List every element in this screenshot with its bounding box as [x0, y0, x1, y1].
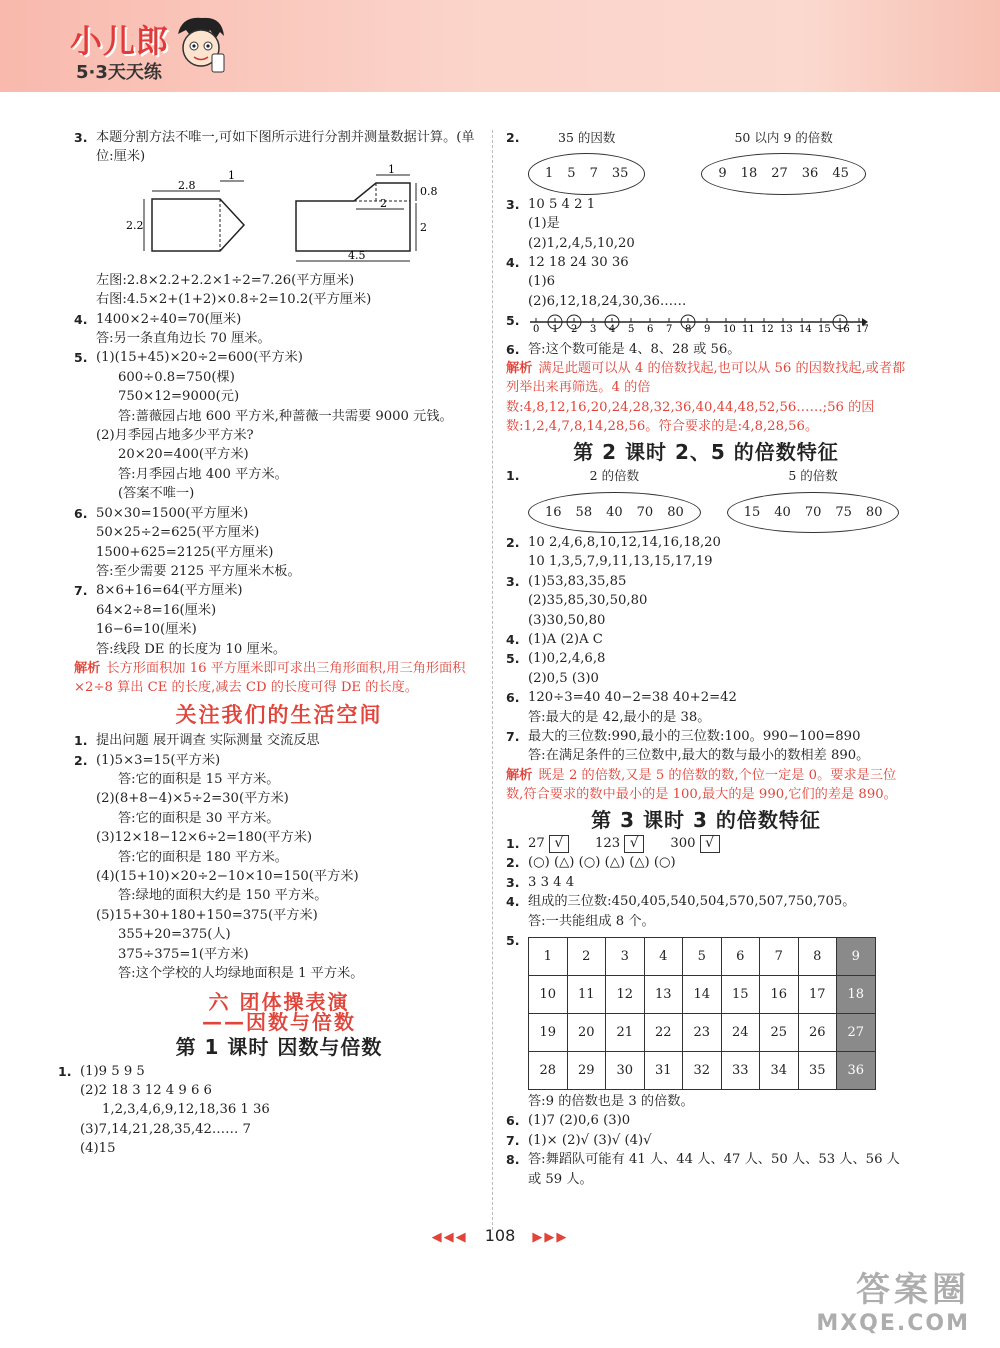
unit-title: 六 团体操表演	[208, 990, 350, 1015]
lesson2-q5: 5. (1)0,2,4,6,8 (2)0,5 (3)0	[506, 651, 606, 686]
tick-label: 7	[666, 324, 673, 336]
grid-cell: 15	[721, 976, 760, 1014]
lesson3-q1: 1. 27 √ 123 √ 300 √	[506, 834, 906, 853]
fig-label: 1	[388, 162, 395, 176]
grid-cell: 9	[837, 938, 876, 976]
tick-label: 13	[780, 324, 793, 336]
number-line	[528, 311, 869, 336]
lesson2-q2: 2. 10 2,4,6,8,10,12,14,16,18,20 10 1,3,5,7,9,11,13,15,17,19	[506, 534, 721, 570]
tick-label: 16	[837, 324, 850, 336]
tick-label: 3	[590, 324, 597, 336]
question-5: 5. (1)(15+45)×20÷2=600(平方米) 600÷0.8=750(棵) 750×12=9000(元) 答:蔷薇园占地 600 平方米,种蔷薇一共需要 9000 元钱。 (2)月季园占地多少平方米? 20×20=400(平方米) 答:月季园占地 400 平方米。 (答案不唯一)	[74, 350, 453, 502]
grid-cell: 11	[567, 976, 606, 1014]
grid-cell: 5	[683, 938, 722, 976]
tick-label: 11	[742, 324, 755, 336]
grid-cell: 2	[567, 938, 606, 976]
tick-label: 17	[856, 324, 869, 336]
lesson2-q3: 3. (1)53,83,35,85 (2)35,85,30,50,80 (3)30,50,80	[506, 573, 648, 628]
grid-cell: 35	[798, 1052, 837, 1090]
lesson2-q1: 1. 2 的倍数 16 58 40 70 80 5 的倍数 15 40 70 75 80	[506, 466, 906, 533]
lesson3-q3: 3. 3 3 4 4	[506, 874, 575, 890]
oval-multiples-5: 5 的倍数 15 40 70 75 80	[727, 466, 900, 533]
tick-label: 0	[533, 324, 540, 336]
check-box: √	[700, 835, 720, 853]
brand-name: 小儿郎	[70, 22, 170, 60]
lesson-3-title: 第 3 课时 3 的倍数特征	[591, 807, 821, 832]
analysis-q7: 解析 长方形面积加 16 平方厘米即可求出三角形面积,用三角形面积×2÷8 算出 CE 的长度,减去 CD 的长度可得 DE 的长度。	[74, 660, 466, 696]
tick-label: 4	[609, 324, 616, 336]
grid-cell: 27	[837, 1014, 876, 1052]
page-footer	[0, 1226, 1000, 1245]
oval-multiples-9: 50 以内 9 的倍数 9 18 27 36 45	[701, 128, 865, 195]
right-question-2: 2. 35 的因数 1 5 7 35 50 以内 9 的倍数 9 18 27 36 45	[506, 128, 906, 195]
left-column	[58, 128, 484, 1159]
lesson2-q6: 6. 120÷3=40 40−2=38 40+2=42 答:最大的是 42,最小的是 38。	[506, 690, 737, 725]
grid-cell: 30	[606, 1052, 645, 1090]
right-column	[506, 128, 906, 1189]
right-question-4: 4. 12 18 24 30 36 (1)6 (2)6,12,18,24,30,36……	[506, 255, 687, 309]
page-number: 108	[484, 1226, 516, 1245]
grid-cell: 34	[760, 1052, 799, 1090]
grid-cell: 3	[606, 938, 645, 976]
tick-label: 2	[571, 324, 578, 336]
oval-multiples-2: 2 的倍数 16 58 40 70 80	[528, 466, 701, 533]
lesson3-q8: 8. 答:舞蹈队可能有 41 人、44 人、47 人、50 人、53 人、56 人或 59 人。	[506, 1152, 900, 1187]
next-arrows-icon: ▶▶▶	[532, 1230, 569, 1245]
tick-label: 12	[761, 324, 774, 336]
grid-cell: 21	[606, 1014, 645, 1052]
number-grid	[528, 937, 876, 1090]
analysis-l2q7: 解析 既是 2 的倍数,又是 5 的倍数的数,个位一定是 0。要求是三位数,符合要求的数中最小的是 100,最大的是 990,它们的差是 890。	[506, 767, 897, 803]
q3-line2: 右图:4.5×2+(1+2)×0.8÷2=10.2(平方厘米)	[96, 292, 372, 308]
grid-cell: 8	[798, 938, 837, 976]
fig-label: 2	[420, 220, 427, 234]
tick-label: 8	[685, 324, 692, 336]
grid-cell: 10	[529, 976, 568, 1014]
lesson-2-title: 第 2 课时 2、5 的倍数特征	[573, 439, 839, 464]
grid-cell: 22	[644, 1014, 683, 1052]
watermark: 答案圈 MXQE.COM	[816, 1270, 970, 1336]
section-title: 关注我们的生活空间	[175, 702, 383, 727]
lesson3-q5: 5. 1 2 3 4 5 6 7 8 9 10 11 12 13 14 15 16 17 18 19 20 21 22 23 24 25 26 27 28 29 30 31 32 33 34 35 36 答:9 的倍数也是 3 的倍数。	[506, 931, 906, 1111]
tick-label: 15	[818, 324, 831, 336]
unit-subtitle: ——因数与倍数	[202, 1009, 356, 1034]
grid-cell: 18	[837, 976, 876, 1014]
grid-cell: 24	[721, 1014, 760, 1052]
question-3: 3. 本题分割方法不唯一,可如下图所示进行分割并测量数据计算。(单位:厘米)	[74, 130, 475, 165]
grid-cell: 23	[683, 1014, 722, 1052]
grid-cell: 16	[760, 976, 799, 1014]
prev-arrows-icon: ◀◀◀	[431, 1230, 468, 1245]
grid-cell: 26	[798, 1014, 837, 1052]
grid-cell: 1	[529, 938, 568, 976]
figure-shapes	[126, 162, 456, 271]
fig-label: 4.5	[348, 248, 366, 262]
lesson2-q7: 7. 最大的三位数:990,最小的三位数:100。990−100=890 答:在满足条件的三位数中,最大的数与最小的数相差 890。	[506, 728, 870, 764]
check-box: √	[549, 835, 569, 853]
grid-cell: 4	[644, 938, 683, 976]
fig-label: 2	[380, 196, 387, 210]
tick-label: 6	[647, 324, 654, 336]
tick-label: 5	[628, 324, 635, 336]
grid-cell: 6	[721, 938, 760, 976]
grid-cell: 14	[683, 976, 722, 1014]
lesson1-q1: 1. (1)9 5 9 5 (2)2 18 3 12 4 9 6 6 1,2,3,4,6,9,12,18,36 1 36 (3)7,14,21,28,35,42…… 7 (4)15	[58, 1063, 270, 1157]
grid-cell: 31	[644, 1052, 683, 1090]
oval-factors-35: 35 的因数 1 5 7 35	[528, 128, 645, 195]
grid-cell: 36	[837, 1052, 876, 1090]
fig-label: 0.8	[420, 184, 438, 198]
lesson3-q4: 4. 组成的三位数:450,405,540,504,570,507,750,705。 答:一共能组成 8 个。	[506, 894, 856, 929]
grid-cell: 32	[683, 1052, 722, 1090]
grid-cell: 20	[567, 1014, 606, 1052]
tick-label: 10	[723, 324, 736, 336]
question-7: 7. 8×6+16=64(平方厘米) 64×2÷8=16(厘米) 16−6=10(厘米) 答:线段 DE 的长度为 10 厘米。	[74, 583, 287, 657]
grid-cell: 13	[644, 976, 683, 1014]
tick-label: 1	[552, 324, 559, 336]
lesson3-q6: 6. (1)7 (2)0,6 (3)0	[506, 1113, 631, 1129]
check-box: √	[624, 835, 644, 853]
grid-cell: 19	[529, 1014, 568, 1052]
column-divider	[492, 130, 493, 1230]
series-name: 5·3天天练	[76, 62, 162, 83]
lesson3-q2: 2. (○) (△) (○) (△) (△) (○)	[506, 855, 676, 871]
right-question-6: 6. 答:这个数可能是 4、8、28 或 56。	[506, 341, 741, 357]
question-4: 4. 1400×2÷40=70(厘米) 答:另一条直角边长 70 厘米。	[74, 311, 271, 347]
grid-cell: 7	[760, 938, 799, 976]
fig-label: 2.2	[126, 218, 144, 232]
grid-cell: 33	[721, 1052, 760, 1090]
logo	[58, 16, 188, 82]
question-6: 6. 50×30=1500(平方厘米) 50×25÷2=625(平方厘米) 1500+625=2125(平方厘米) 答:至少需要 2125 平方厘米木板。	[74, 505, 301, 579]
grid-cell: 12	[606, 976, 645, 1014]
q3-line1: 左图:2.8×2.2+2.2×1÷2=7.26(平方厘米)	[96, 272, 355, 288]
right-question-3: 3. 10 5 4 2 1 (1)是 (2)1,2,4,5,10,20	[506, 196, 635, 251]
lesson3-q7: 7. (1)× (2)√ (3)√ (4)√	[506, 1132, 652, 1148]
lesson2-q4: 4. (1)A (2)A C	[506, 631, 603, 647]
grid-cell: 28	[529, 1052, 568, 1090]
fig-label: 2.8	[178, 178, 196, 192]
right-question-5: 5. 0 1 2 3 4 5 6 7 8 9 10 11 12 13 14 15 16 17	[506, 313, 869, 336]
analysis-r6: 解析 满足此题可以从 4 的倍数找起,也可以从 56 的因数找起,或者都列举出来再筛选。4 的倍数:4,8,12,16,20,24,28,32,36,40,44,48,52,56……;56 的因数:1,2,4,7,8,14,28,56。符合要求的是:4,8,28,56。	[506, 361, 906, 435]
fig-label: 1	[228, 168, 235, 182]
mascot-icon	[172, 14, 228, 78]
section-q2: 2. (1)5×3=15(平方米) 答:它的面积是 15 平方米。 (2)(8+8−4)×5÷2=30(平方米) 答:它的面积是 30 平方米。 (3)12×18−12×6÷2=180(平方米) 答:它的面积是 180 平方米。 (4)(15+10)×20÷2−10×10=150(平方米) 答:绿地的面积大约是 150 平方米。 (5)15+30+180+150=375(平方米) 355+20=375(人) 375÷375=1(平方米) 答:这个学校的人均绿地面积是 1 平方米。	[74, 752, 364, 982]
lesson-1-title: 第 1 课时 因数与倍数	[175, 1035, 383, 1060]
tick-label: 9	[704, 324, 711, 336]
grid-cell: 29	[567, 1052, 606, 1090]
tick-label: 14	[799, 324, 812, 336]
grid-cell: 17	[798, 976, 837, 1014]
section-q1: 1. 提出问题 展开调查 实际测量 交流反思	[74, 733, 320, 749]
grid-cell: 25	[760, 1014, 799, 1052]
